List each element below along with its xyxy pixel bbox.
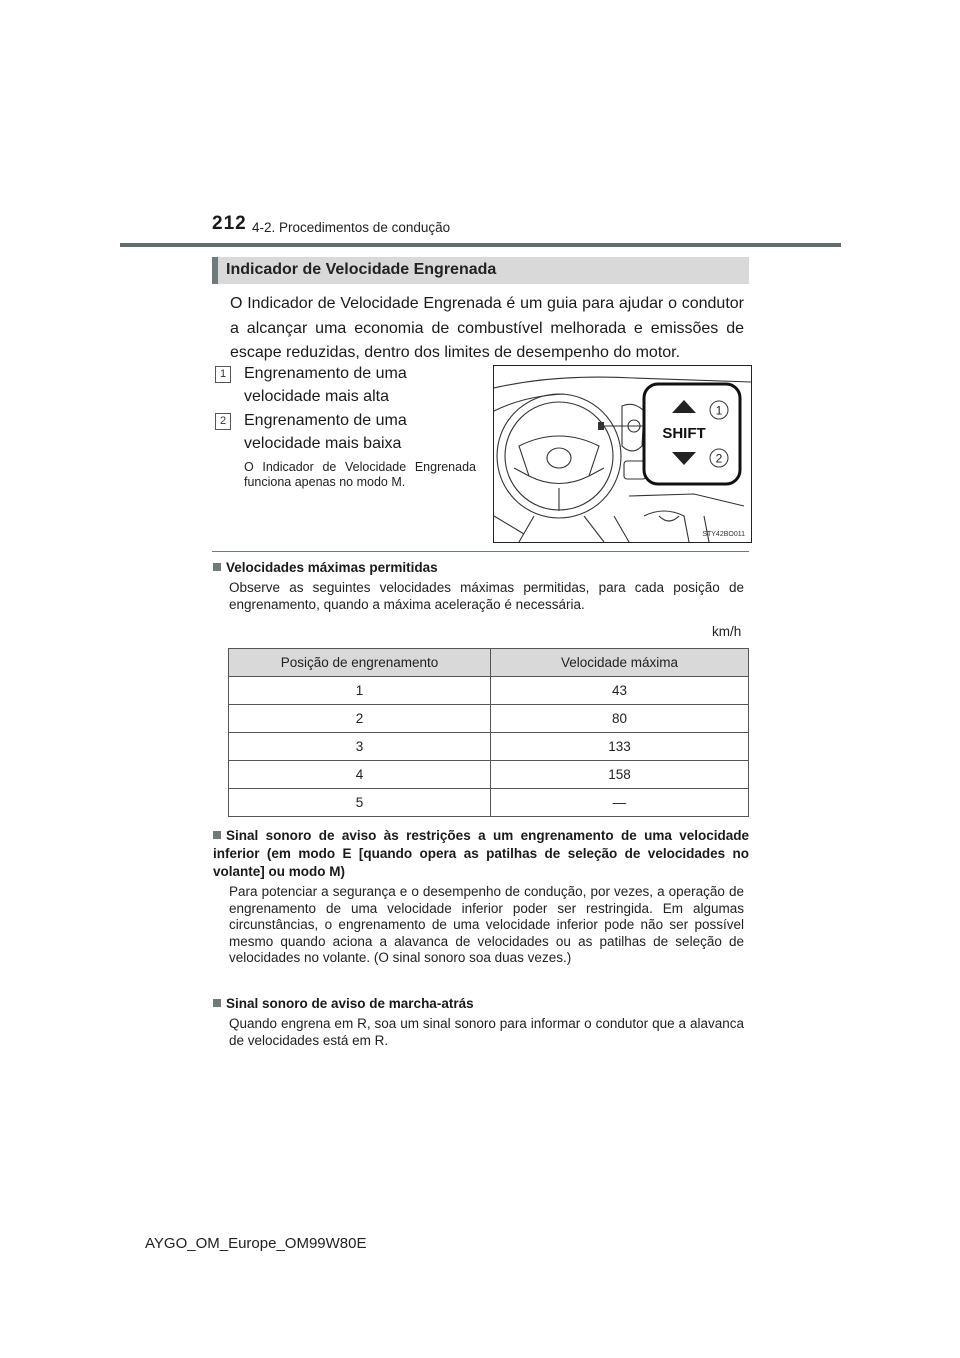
bullet-square-icon: [213, 999, 221, 1007]
column-header-speed: Velocidade máxima: [491, 649, 749, 677]
bullet-square-icon: [213, 563, 221, 571]
downshift-heading-text: Sinal sonoro de aviso às restrições a um engrenamento de uma velocidade inferior (em modo E [quando opera as patilhas de seleção de velocidades no volante] ou modo M): [213, 828, 749, 879]
table-row: [229, 705, 749, 733]
gear-cell: 3: [229, 733, 491, 761]
speed-unit: km/h: [712, 624, 742, 639]
section-intro: O Indicador de Velocidade Engrenada é um guia para ajudar o condutor a alcançar uma economia de combustível melhorada e emissões de escape reduzidas, dentro dos limites de desempenho do motor.: [230, 295, 744, 362]
callout-2-line2: velocidade mais baixa: [244, 435, 402, 452]
chapter-title: 4-2. Procedimentos de condução: [252, 220, 451, 235]
reverse-heading-text: Sinal sonoro de aviso de marcha-atrás: [226, 996, 474, 1011]
gear-cell: 4: [229, 761, 491, 789]
separator-rule: [212, 551, 749, 552]
max-speeds-text: Observe as seguintes velocidades máximas permitidas, para cada posição de engrenamento, quando a máxima aceleração é necessária.: [229, 580, 744, 612]
callout-2-line1: Engrenamento de uma: [244, 412, 407, 429]
gear-cell: 1: [229, 677, 491, 705]
document-id: AYGO_OM_Europe_OM99W80E: [145, 1235, 367, 1252]
max-speed-table: [228, 648, 749, 817]
section-title-bar: [212, 257, 749, 284]
shift-label: SHIFT: [662, 425, 706, 442]
bullet-square-icon: [213, 831, 221, 839]
reverse-heading: [213, 996, 474, 1011]
callout-1-line2: velocidade mais alta: [244, 388, 389, 405]
section-accent: [212, 257, 218, 284]
figure-marker-1: 1: [715, 403, 723, 418]
dashboard-illustration: [494, 366, 751, 542]
figure-marker-2: 2: [715, 451, 723, 466]
max-speeds-heading-text: Velocidades máximas permitidas: [226, 560, 438, 575]
section-title: Indicador de Velocidade Engrenada: [226, 261, 497, 278]
figure-code: STY42BO011: [702, 531, 745, 538]
reverse-text: Quando engrena em R, soa um sinal sonoro para informar o condutor que a alavanca de velocidades está em R.: [229, 1016, 744, 1048]
callout-number-1: 1: [215, 366, 231, 383]
speed-cell: 158: [491, 761, 749, 789]
speed-cell: 133: [491, 733, 749, 761]
downshift-text: Para potenciar a segurança e o desempenho de condução, por vezes, a operação de engrenamento de uma velocidade inferior poder ser restringida. Em algumas circunstâncias, o engrenamento de uma velocidade inferior pode não ser possível mesmo quando aciona a alavanca de velocidades ou as patilhas de seleção de velocidades no volante. (O sinal sonoro soa duas vezes.): [229, 884, 744, 965]
gear-cell: 5: [229, 789, 491, 817]
callout-1-line1: Engrenamento de uma: [244, 365, 407, 382]
gear-indicator-figure: [493, 365, 752, 543]
table-row: [229, 789, 749, 817]
speed-cell: 43: [491, 677, 749, 705]
m-mode-note: O Indicador de Velocidade Engrenada funciona apenas no modo M.: [244, 460, 476, 489]
max-speeds-heading: [213, 560, 438, 575]
table-row: [229, 677, 749, 705]
callout-number-2: 2: [215, 413, 231, 430]
speed-cell: 80: [491, 705, 749, 733]
page-number: 212: [212, 213, 247, 234]
downshift-heading: [213, 827, 749, 881]
table-header-row: [229, 649, 749, 677]
table-row: [229, 761, 749, 789]
header-rule: [120, 243, 841, 247]
table-row: [229, 733, 749, 761]
speed-cell: —: [491, 789, 749, 817]
column-header-gear: Posição de engrenamento: [229, 649, 491, 677]
gear-cell: 2: [229, 705, 491, 733]
